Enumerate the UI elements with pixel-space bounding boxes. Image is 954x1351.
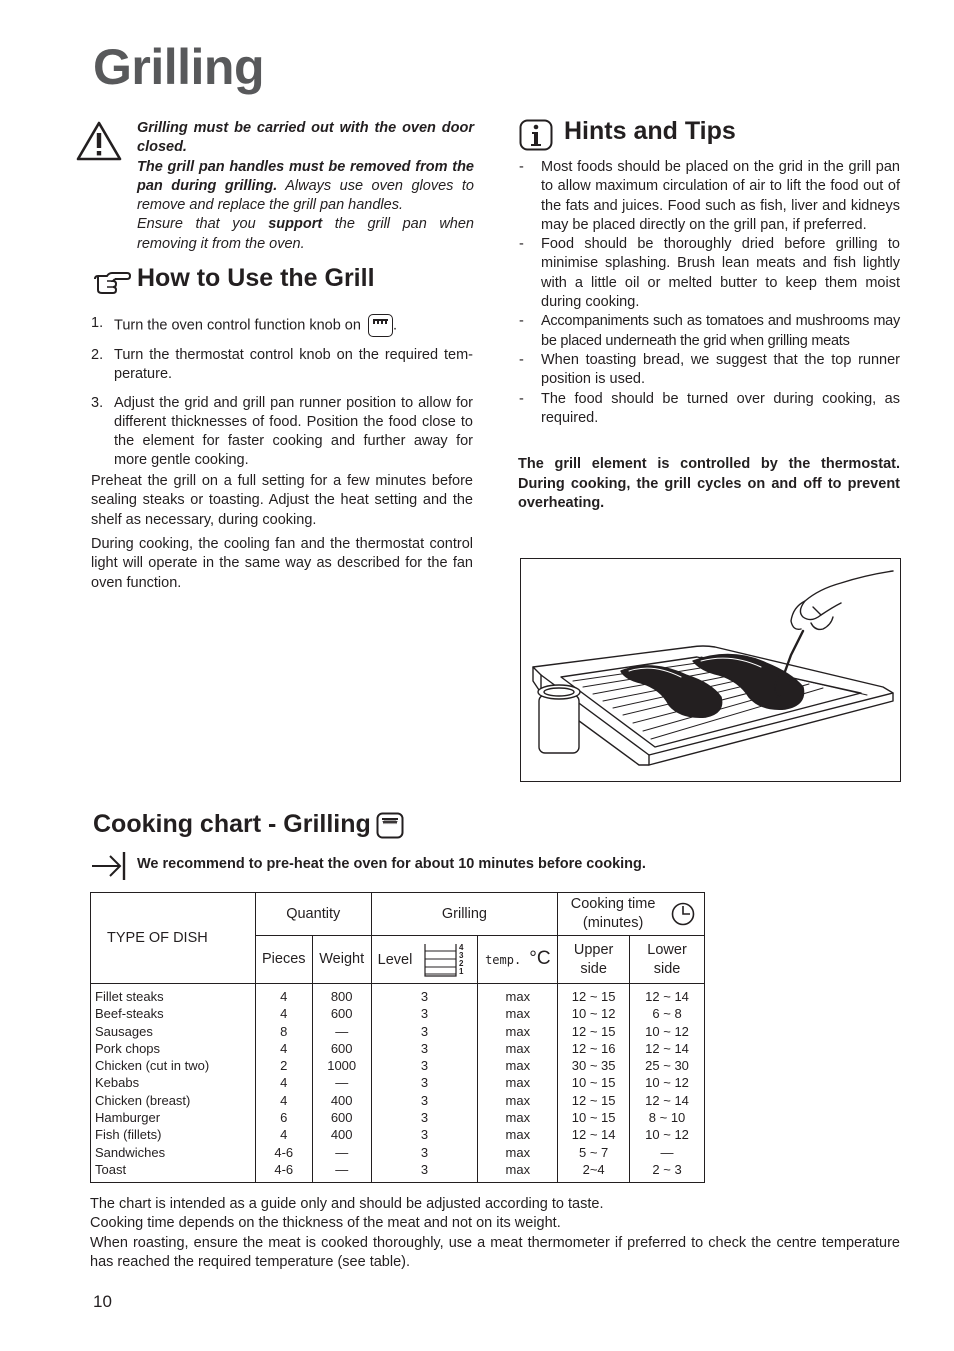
cell-dish: Kebabs [95,1075,140,1091]
cell-upper: 10 ~ 12 [571,1006,616,1022]
cell-temp: max [505,1075,531,1091]
cell-lower: 12 ~ 14 [645,1092,689,1108]
cell-upper: 10 ~ 15 [571,1110,616,1126]
cell-weight: 400 [330,1092,353,1108]
page-number: 10 [93,1292,112,1311]
cell-pieces: 2 [280,1058,288,1074]
cell-temp: max [505,1006,531,1022]
cell-temp: max [505,1127,531,1143]
step-1-end: . [392,317,397,334]
header-temp-label: temp. [485,953,522,967]
level-4: 4 [459,942,464,952]
cell-level: 3 [420,1058,429,1074]
step-number: 1. [91,315,104,331]
cell-lower: 12 ~ 14 [645,1040,689,1056]
cell-pieces: 4-6 [274,1144,294,1160]
step-2 [91,346,473,385]
column-upper-side [558,984,630,1183]
cell-lower: 12 ~ 14 [645,989,689,1004]
cell-weight: — [335,1075,349,1091]
cell-dish: Fillet steaks [95,989,164,1004]
step-text: Turn the oven control function knob on [114,317,365,334]
footnote-1: The chart is intended as a guide only and should be adjusted according to taste. [90,1196,604,1212]
cell-pieces: 4 [280,1040,288,1056]
hints-heading: Hints and Tips [564,117,736,145]
shelf-levels-icon [424,942,464,978]
header-temp-unit: °C [529,948,551,969]
clock-icon [671,902,695,926]
footnote-2: Cooking time depends on the thickness of the meat and not on its weight. [90,1215,561,1232]
header-pieces-label: Pieces [261,951,306,967]
cell-lower: 6 ~ 8 [652,1006,682,1022]
cell-weight: — [335,1023,349,1039]
cell-upper: 12 ~ 15 [571,1023,616,1039]
hint-item: - Accompaniments such as tomatoes and mushrooms may be placed underneath the grid when grilling meats [518,312,900,351]
cell-lower: 10 ~ 12 [645,1127,689,1143]
cell-weight: — [335,1144,349,1160]
cell-dish: Pork chops [95,1040,161,1056]
cell-upper: 10 ~ 15 [571,1075,616,1091]
warning-line-4b: support [268,216,323,233]
cell-dish: Sausages [95,1023,153,1039]
header-level-label: Level [377,951,413,968]
cell-lower: 2 ~ 3 [652,1161,682,1177]
step-1 [91,314,473,337]
cooking-chart-table [90,892,705,1183]
cell-level: 3 [420,1144,429,1160]
cell-pieces: 8 [280,1023,288,1039]
cell-lower: 8 ~ 10 [648,1110,686,1126]
warning-text [137,119,474,254]
cell-temp: max [505,1058,531,1074]
chart-body [91,984,705,1183]
level-3: 3 [459,950,464,960]
grill-function-icon [376,812,404,839]
page-title: Grilling [93,39,264,95]
thermostat-note: The grill element is controlled by the thermostat. During cooking, the grill cycles on and off to prevent overheating. [518,456,900,511]
step-number: 2. [91,347,104,363]
step-text: Adjust the grid and grill pan runner position to allow for different thicknesses of food. Position the food close to the element for faster cooking and further away for more gentle cooking. [114,394,473,469]
header-type-of-dish [91,893,256,984]
how-to-heading: How to Use the Grill [137,264,375,292]
header-level [371,936,478,984]
step-text: Turn the thermostat control knob on the required tem-perature. [114,347,473,383]
chart-heading: Cooking chart - Grilling [93,810,371,838]
hint-item: - Food should be thoroughly dried before grilling to minimise splashing. Brush lean meats and fish lightly with a little oil or melted butter to keep them moist during cooking. [518,235,900,312]
header-upper-side [558,936,630,984]
info-icon [519,119,553,151]
cell-dish: Beef-steaks [95,1006,164,1022]
cell-lower: — [660,1144,674,1160]
header-grilling [371,893,558,936]
column-lower-side [630,984,705,1183]
cooling-fan-paragraph: During cooking, the cooling fan and the thermostat control light will operate in the same way as described for the fan oven function. [91,536,473,591]
grill-pan-illustration [520,558,901,782]
cell-level: 3 [420,1006,429,1022]
cell-level: 3 [420,1127,429,1143]
warning-triangle-icon [75,120,123,162]
cell-level: 3 [420,1023,429,1039]
cell-pieces: 6 [280,1110,288,1126]
hint-item: - When toasting bread, we suggest that the top runner position is used. [518,351,900,390]
cell-weight: 1000 [327,1058,357,1074]
cell-temp: max [505,1161,531,1177]
warning-line-1: Grilling must be carried out with the oven door closed. [137,120,474,156]
column-dish [91,984,256,1183]
grill-pan-drawing [521,559,901,782]
header-weight [312,936,371,984]
warning-line-4a: Ensure that you [137,216,269,233]
cell-dish: Sandwiches [95,1144,166,1160]
header-weight-label: Weight [319,951,365,967]
cell-level: 3 [420,1110,429,1126]
step-number: 3. [91,394,104,411]
cell-level: 3 [420,1092,429,1108]
column-pieces [255,984,312,1183]
cell-temp: max [505,1144,531,1160]
header-cooking-time-label: Cooking time (minutes) [570,896,656,931]
grill-function-icon [368,314,393,337]
header-grilling-label: Grilling [441,905,487,922]
cell-weight: 600 [330,1006,353,1022]
pointing-hand-icon [93,270,131,296]
level-1: 1 [459,966,464,976]
step-3 [91,394,473,471]
cell-weight: 600 [330,1110,353,1126]
chart-footnotes [90,1195,900,1272]
cell-upper: 12 ~ 15 [571,1092,616,1108]
cell-temp: max [505,1092,531,1108]
cell-upper: 12 ~ 14 [571,1127,616,1143]
header-pieces [255,936,312,984]
hint-item: - Most foods should be placed on the grid in the grill pan to allow maximum circulation of air to lift the food out of the fats and juices. Food such as fish, liver and kidneys may be placed directly on the grill pan, if preferred. [518,158,900,235]
cell-temp: max [505,989,531,1004]
cell-upper: 30 ~ 35 [571,1058,616,1074]
cell-pieces: 4 [280,1092,288,1108]
warning-line-3: Always use oven gloves to remove and replace the grill pan handles. [137,177,474,214]
cell-dish: Chicken (breast) [95,1092,191,1108]
cell-lower: 25 ~ 30 [645,1058,689,1074]
header-type-of-dish-label: TYPE OF DISH [107,929,208,946]
how-to-steps [91,314,473,480]
column-temp [478,984,558,1183]
cell-lower: 10 ~ 12 [645,1075,689,1091]
cell-weight: — [335,1161,349,1177]
header-quantity [255,893,371,936]
cell-pieces: 4 [280,1006,288,1022]
column-level [371,984,478,1183]
warning-line-2: The grill pan handles must be removed from the pan during grilling. [137,158,474,194]
cell-upper: 12 ~ 15 [571,989,616,1004]
cell-dish: Fish (fillets) [95,1127,162,1143]
cell-pieces: 4 [280,1075,288,1091]
cell-weight: 600 [330,1040,353,1056]
header-cooking-time [558,893,705,936]
cell-pieces: 4 [280,1127,288,1143]
cell-weight: 400 [330,1127,353,1143]
header-lower-side-label: Lower side [647,941,687,977]
cell-weight: 800 [330,989,353,1004]
header-upper-side-label: Upper side [573,941,614,977]
cell-pieces: 4-6 [274,1161,294,1177]
level-2: 2 [459,958,464,968]
cell-upper: 5 ~ 7 [579,1144,609,1160]
cell-level: 3 [420,1161,429,1177]
cell-temp: max [505,1040,531,1056]
header-temp [478,936,558,984]
arrow-to-bar-icon [90,850,128,882]
cell-level: 3 [420,989,429,1004]
cell-temp: max [505,1023,531,1039]
cell-dish: Toast [95,1161,127,1177]
preheat-paragraph: Preheat the grill on a full setting for a few minutes before sealing steaks or toasting. Adjust the heat setting and the shelf as necessary, during cooking. [91,473,473,528]
header-lower-side [630,936,705,984]
footnote-3: When roasting, ensure the meat is cooked thoroughly, use a meat thermometer if preferred to check the centre temperature has reached the required temperature (see table). [90,1234,900,1270]
header-quantity-label: Quantity [286,905,341,922]
column-weight [312,984,371,1183]
cell-level: 3 [420,1075,429,1091]
hint-item: - The food should be turned over during cooking, as required. [518,390,900,429]
cell-dish: Hamburger [95,1110,161,1126]
cell-dish: Chicken (cut in two) [95,1058,210,1074]
warning-line-4c: the grill pan when removing it from the oven. [137,216,474,252]
cell-temp: max [505,1110,531,1126]
hints-list [518,158,900,428]
cell-lower: 10 ~ 12 [645,1023,689,1039]
cell-upper: 12 ~ 16 [571,1040,616,1056]
cell-level: 3 [420,1040,429,1056]
cell-upper: 2~4 [582,1161,605,1177]
cell-pieces: 4 [280,989,288,1004]
preheat-recommendation: We recommend to pre-heat the oven for about 10 minutes before cooking. [137,856,646,872]
